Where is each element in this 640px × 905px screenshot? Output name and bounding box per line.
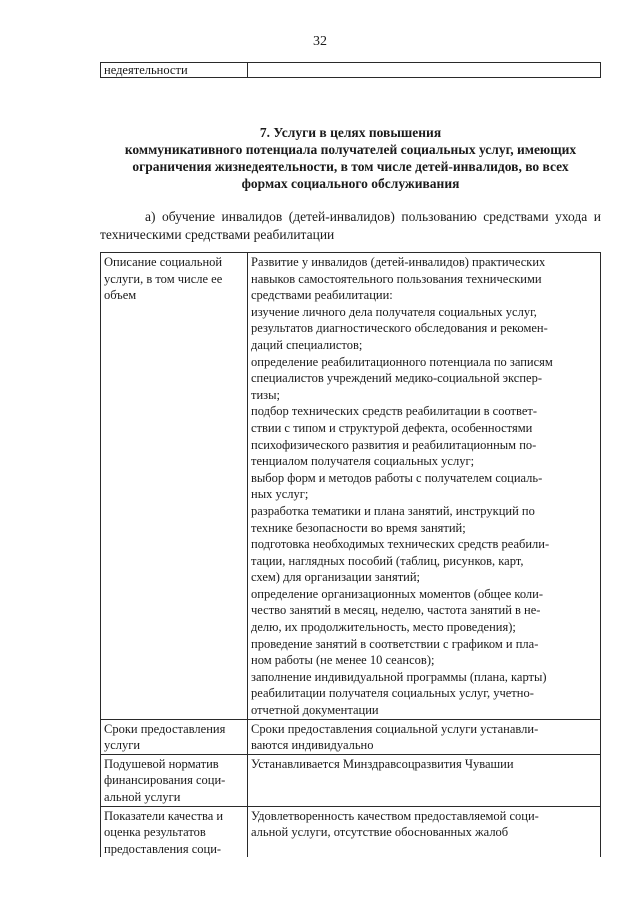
row-label-line: Сроки предоставления: [104, 721, 226, 736]
row-content-cell: [248, 754, 601, 806]
row-label-line: оценка результатов: [104, 825, 206, 840]
row-content-line: реабилитации получателя социальных услуг, учетно-: [251, 686, 534, 701]
heading-line: ограничения жизнедеятельности, в том числе детей-инвалидов, во всех: [132, 159, 569, 174]
row-content-line: подготовка необходимых технических средств реабили-: [251, 537, 550, 552]
row-label-cell: [101, 806, 248, 857]
row-label-line: предоставления соци-: [104, 841, 222, 856]
row-content-line: ных услуг;: [251, 487, 309, 502]
row-label-line: услуги: [104, 738, 141, 753]
row-content-line: разработка тематики и плана занятий, инструкций по: [251, 503, 535, 518]
service-table: [100, 252, 601, 857]
row-label-line: услуги, в том числе ее: [104, 271, 223, 286]
row-content-line: тации, наглядных пособий (таблиц, рисунков, карт,: [251, 553, 524, 568]
row-content-line: изучение личного дела получателя социальных услуг,: [251, 304, 537, 319]
table-row: [101, 806, 601, 857]
row-content-line: схем) для организации занятий;: [251, 570, 421, 585]
row-content-line: определение реабилитационного потенциала по записям: [251, 354, 553, 369]
table-row: [101, 253, 601, 720]
previous-table-cell: недеятельности: [101, 63, 248, 78]
heading-line: коммуникативного потенциала получателей социальных услуг, имеющих: [124, 142, 577, 157]
row-content-line: выбор форм и методов работы с получателем социаль-: [251, 470, 543, 485]
heading-line: формах социального обслуживания: [241, 176, 460, 191]
row-content-line: средствами реабилитации:: [251, 288, 393, 303]
row-content-cell: [248, 806, 601, 857]
row-content-line: ствии с типом и структурой дефекта, особенностями: [251, 420, 533, 435]
row-content-line: делю, их продолжительность, место проведения);: [251, 620, 516, 635]
row-content-line: технике безопасности во время занятий;: [251, 520, 466, 535]
row-content-line: заполнение индивидуальной программы (плана, карты): [251, 669, 547, 684]
row-content-cell: [248, 719, 601, 754]
row-label-line: Показатели качества и: [104, 808, 224, 823]
row-content-line: ном работы (не менее 10 сеансов);: [251, 653, 435, 668]
row-label-cell: [101, 719, 248, 754]
section-heading: [100, 124, 601, 192]
row-content-line: проведение занятий в соответствии с графиком и пла-: [251, 636, 539, 651]
row-content-line: подбор технических средств реабилитации в соответ-: [251, 404, 538, 419]
row-content-line: результатов диагностического обследования и рекомен-: [251, 321, 548, 336]
row-label-line: финансирования соци-: [104, 773, 226, 788]
table-row: [101, 754, 601, 806]
row-content-line: отчетной документации: [251, 703, 379, 718]
row-content-line: даций специалистов;: [251, 337, 363, 352]
intro-paragraph: а) обучение инвалидов (детей-инвалидов) пользованию средствами ухода и техническими средствами реабилитации: [100, 209, 601, 242]
row-content-line: чество занятий в месяц, неделю, частота занятий в не-: [251, 603, 541, 618]
previous-table-fragment: [100, 62, 601, 78]
row-content-line: психофизического развития и реабилитационным по-: [251, 437, 537, 452]
row-label-line: объем: [104, 288, 137, 303]
row-content-line: альной услуги, отсутствие обоснованных жалоб: [251, 825, 509, 840]
row-content-line: определение организационных моментов (общее коли-: [251, 586, 544, 601]
row-label-cell: [101, 253, 248, 720]
row-content-line: Устанавливается Минздравсоцразвития Чувашии: [251, 756, 514, 771]
row-label-line: Подушевой норматив: [104, 756, 219, 771]
row-content-line: ваются индивидуально: [251, 738, 374, 753]
row-content-line: тизы;: [251, 387, 280, 402]
row-content-line: специалистов учреждений медико-социальной экспер-: [251, 371, 542, 386]
row-content-line: Удовлетворенность качеством предоставляемой соци-: [251, 808, 539, 823]
row-content-line: тенциалом получателя социальных услуг;: [251, 454, 475, 469]
previous-table-cell-empty: [248, 63, 601, 78]
row-label-cell: [101, 754, 248, 806]
row-content-cell: [248, 253, 601, 720]
page-number: 32: [313, 34, 327, 49]
row-label-line: альной услуги: [104, 790, 181, 804]
row-content-line: Развитие у инвалидов (детей-инвалидов) практических: [251, 255, 546, 269]
row-content-line: навыков самостоятельного пользования техническими: [251, 271, 542, 286]
table-row: [101, 719, 601, 754]
table-row: [101, 63, 601, 78]
heading-line: 7. Услуги в целях повышения: [259, 125, 442, 140]
row-label-line: Описание социальной: [104, 255, 223, 269]
row-content-line: Сроки предоставления социальной услуги устанавли-: [251, 721, 539, 736]
